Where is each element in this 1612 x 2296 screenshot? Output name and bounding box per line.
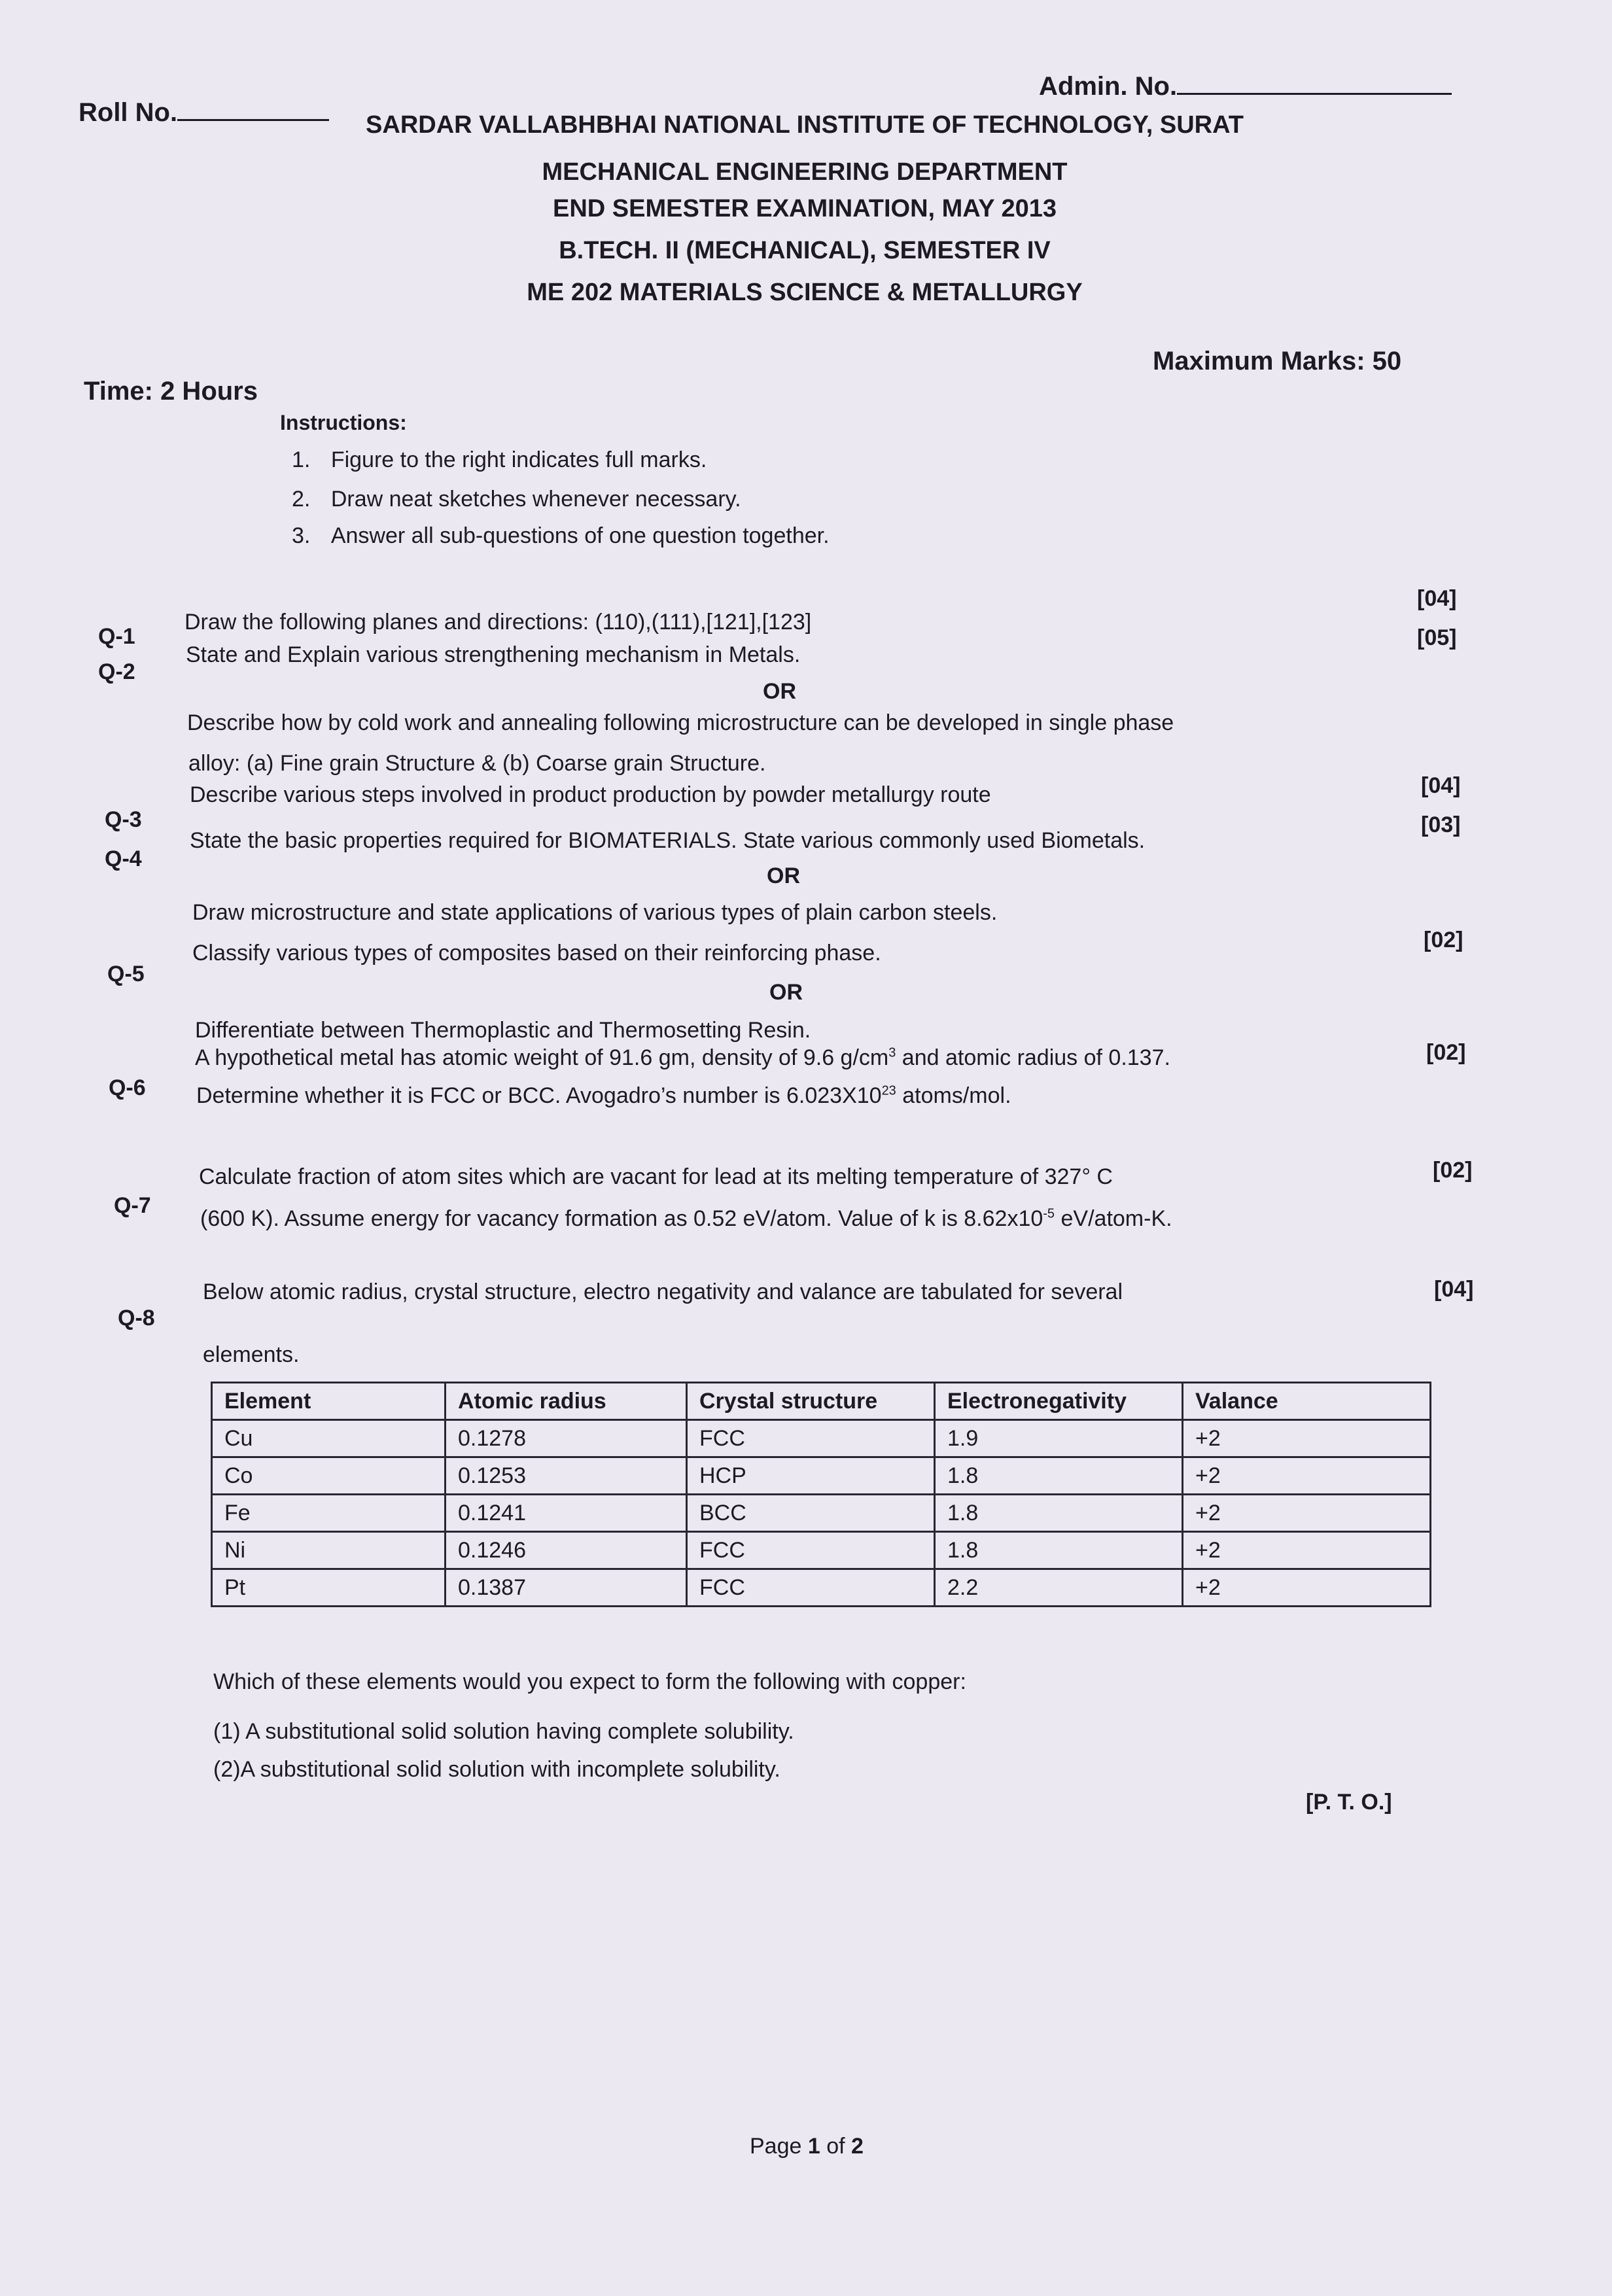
table-cell: FCC bbox=[687, 1569, 935, 1607]
table-cell: +2 bbox=[1183, 1457, 1431, 1495]
q7-marks: [02] bbox=[1433, 1158, 1473, 1183]
instruction-number: 2. bbox=[292, 487, 311, 512]
q2-alt-line1: Describe how by cold work and annealing following microstructure can be developed in single phase bbox=[187, 710, 1174, 735]
q7-line2-text: (600 K). Assume energy for vacancy formation as 0.52 eV/atom. Value of k is 8.62x10 bbox=[200, 1206, 1043, 1231]
instruction-item bbox=[292, 447, 707, 473]
course-title: ME 202 MATERIALS SCIENCE & METALLURGY bbox=[527, 279, 1083, 306]
q7-number: Q-7 bbox=[114, 1193, 151, 1218]
q6-number: Q-6 bbox=[109, 1075, 146, 1100]
q4-number: Q-4 bbox=[105, 846, 142, 871]
table-cell: Pt bbox=[212, 1569, 446, 1607]
q6-marks: [02] bbox=[1426, 1040, 1466, 1065]
q6-line1-tail: and atomic radius of 0.137. bbox=[896, 1045, 1170, 1070]
table-header: Valance bbox=[1183, 1383, 1431, 1420]
instruction-item bbox=[292, 523, 830, 549]
table-cell: 0.1253 bbox=[446, 1457, 687, 1495]
q4-text: State the basic properties required for BIOMATERIALS. State various commonly used Biometals. bbox=[190, 828, 1146, 853]
q7-line1: Calculate fraction of atom sites which are vacant for lead at its melting temperature of 327° C bbox=[199, 1164, 1113, 1189]
instruction-text: Answer all sub-questions of one question together. bbox=[330, 523, 830, 548]
department-name: MECHANICAL ENGINEERING DEPARTMENT bbox=[542, 158, 1068, 186]
table-cell: +2 bbox=[1183, 1495, 1431, 1532]
page-of: of bbox=[820, 2134, 852, 2159]
admin-no-field bbox=[1039, 71, 1452, 101]
instruction-text: Figure to the right indicates full marks. bbox=[330, 447, 707, 472]
table-cell: 1.9 bbox=[935, 1420, 1183, 1457]
q7-superscript: -5 bbox=[1043, 1206, 1055, 1221]
instruction-text: Draw neat sketches whenever necessary. bbox=[330, 487, 741, 512]
table-header: Electronegativity bbox=[935, 1383, 1183, 1420]
q6-line1-text: A hypothetical metal has atomic weight of 91.6 gm, density of 9.6 g/cm bbox=[195, 1045, 889, 1070]
table-cell: HCP bbox=[687, 1457, 935, 1495]
q8-marks: [04] bbox=[1434, 1277, 1474, 1302]
table-row bbox=[212, 1420, 1431, 1457]
q3-number: Q-3 bbox=[105, 807, 142, 832]
table-cell: 0.1246 bbox=[446, 1532, 687, 1569]
table-cell: 0.1387 bbox=[446, 1569, 687, 1607]
q8-part2: (2)A substitutional solid solution with incomplete solubility. bbox=[213, 1757, 780, 1782]
q6-line2-text: Determine whether it is FCC or BCC. Avogadro’s number is 6.023X10 bbox=[196, 1083, 882, 1108]
instruction-number: 1. bbox=[292, 447, 311, 472]
table-cell: Co bbox=[212, 1457, 446, 1495]
table-cell: 0.1241 bbox=[446, 1495, 687, 1532]
q2-number: Q-2 bbox=[98, 659, 135, 684]
q5-text: Classify various types of composites based on their reinforcing phase. bbox=[192, 941, 881, 965]
table-header: Atomic radius bbox=[446, 1383, 687, 1420]
page-number: 1 bbox=[807, 2134, 820, 2159]
table-header: Element bbox=[212, 1383, 446, 1420]
table-cell: +2 bbox=[1183, 1569, 1431, 1607]
table-cell: FCC bbox=[687, 1532, 935, 1569]
q8-part1: (1) A substitutional solid solution having complete solubility. bbox=[213, 1719, 794, 1744]
q3-text: Describe various steps involved in product production by powder metallurgy route bbox=[190, 782, 991, 807]
time-label: Time: 2 Hours bbox=[84, 377, 258, 406]
institute-name: SARDAR VALLABHBHAI NATIONAL INSTITUTE OF TECHNOLOGY, SURAT bbox=[366, 111, 1244, 139]
element-table bbox=[211, 1382, 1431, 1607]
q8-followup: Which of these elements would you expect to form the following with copper: bbox=[213, 1669, 966, 1694]
table-cell: 1.8 bbox=[935, 1495, 1183, 1532]
roll-no-label: Roll No. bbox=[79, 98, 178, 127]
instruction-item bbox=[292, 487, 741, 512]
q1-number: Q-1 bbox=[98, 624, 135, 649]
table-cell: +2 bbox=[1183, 1420, 1431, 1457]
q5-number: Q-5 bbox=[107, 962, 145, 986]
table-row bbox=[212, 1532, 1431, 1569]
q8-line2: elements. bbox=[203, 1342, 300, 1367]
q2-marks: [05] bbox=[1417, 625, 1457, 650]
exam-title: END SEMESTER EXAMINATION, MAY 2013 bbox=[552, 195, 1057, 222]
q5-or: OR bbox=[769, 980, 803, 1005]
table-cell: BCC bbox=[687, 1495, 935, 1532]
table-header: Crystal structure bbox=[687, 1383, 935, 1420]
q4-or: OR bbox=[767, 863, 800, 888]
table-cell: 0.1278 bbox=[446, 1420, 687, 1457]
table-cell: Fe bbox=[212, 1495, 446, 1532]
q4-alt: Draw microstructure and state applications of various types of plain carbon steels. bbox=[192, 900, 998, 925]
page-indicator bbox=[750, 2134, 864, 2159]
q1-text: Draw the following planes and directions: (110),(111),[121],[123] bbox=[184, 610, 812, 635]
q5-alt: Differentiate between Thermoplastic and Thermosetting Resin. bbox=[195, 1018, 811, 1043]
table-cell: 2.2 bbox=[935, 1569, 1183, 1607]
table-cell: Cu bbox=[212, 1420, 446, 1457]
q6-superscript: 3 bbox=[888, 1045, 896, 1060]
q1-marks: [04] bbox=[1417, 586, 1457, 611]
q7-line2-tail: eV/atom-K. bbox=[1055, 1206, 1172, 1231]
q6-line1 bbox=[195, 1045, 1170, 1071]
q2-alt-line2: alloy: (a) Fine grain Structure & (b) Coarse grain Structure. bbox=[188, 751, 766, 776]
table-cell: 1.8 bbox=[935, 1532, 1183, 1569]
admin-no-blank bbox=[1177, 71, 1452, 95]
table-cell: 1.8 bbox=[935, 1457, 1183, 1495]
q6-superscript: 23 bbox=[881, 1083, 896, 1098]
pto-label: [P. T. O.] bbox=[1306, 1790, 1392, 1815]
q2-text: State and Explain various strengthening mechanism in Metals. bbox=[186, 642, 801, 667]
instructions-heading: Instructions: bbox=[280, 411, 407, 434]
q3-marks: [04] bbox=[1421, 773, 1461, 798]
table-cell: FCC bbox=[687, 1420, 935, 1457]
page-total: 2 bbox=[851, 2134, 864, 2159]
q2-or: OR bbox=[763, 679, 796, 704]
q5-marks: [02] bbox=[1424, 928, 1463, 952]
table-row bbox=[212, 1457, 1431, 1495]
admin-no-label: Admin. No. bbox=[1039, 72, 1178, 101]
instruction-number: 3. bbox=[292, 523, 311, 548]
q6-line2-tail: atoms/mol. bbox=[896, 1083, 1011, 1108]
table-row bbox=[212, 1569, 1431, 1607]
q4-marks: [03] bbox=[1421, 812, 1461, 837]
q8-number: Q-8 bbox=[118, 1306, 155, 1331]
table-row bbox=[212, 1495, 1431, 1532]
table-cell: Ni bbox=[212, 1532, 446, 1569]
table-cell: +2 bbox=[1183, 1532, 1431, 1569]
table-header-row bbox=[212, 1383, 1431, 1420]
q7-line2 bbox=[200, 1206, 1172, 1232]
q8-line1: Below atomic radius, crystal structure, electro negativity and valance are tabulated for several bbox=[203, 1279, 1123, 1304]
max-marks-label: Maximum Marks: 50 bbox=[1153, 347, 1402, 375]
q6-line2 bbox=[196, 1083, 1011, 1109]
program-title: B.TECH. II (MECHANICAL), SEMESTER IV bbox=[559, 237, 1051, 264]
page-prefix: Page bbox=[750, 2134, 808, 2159]
